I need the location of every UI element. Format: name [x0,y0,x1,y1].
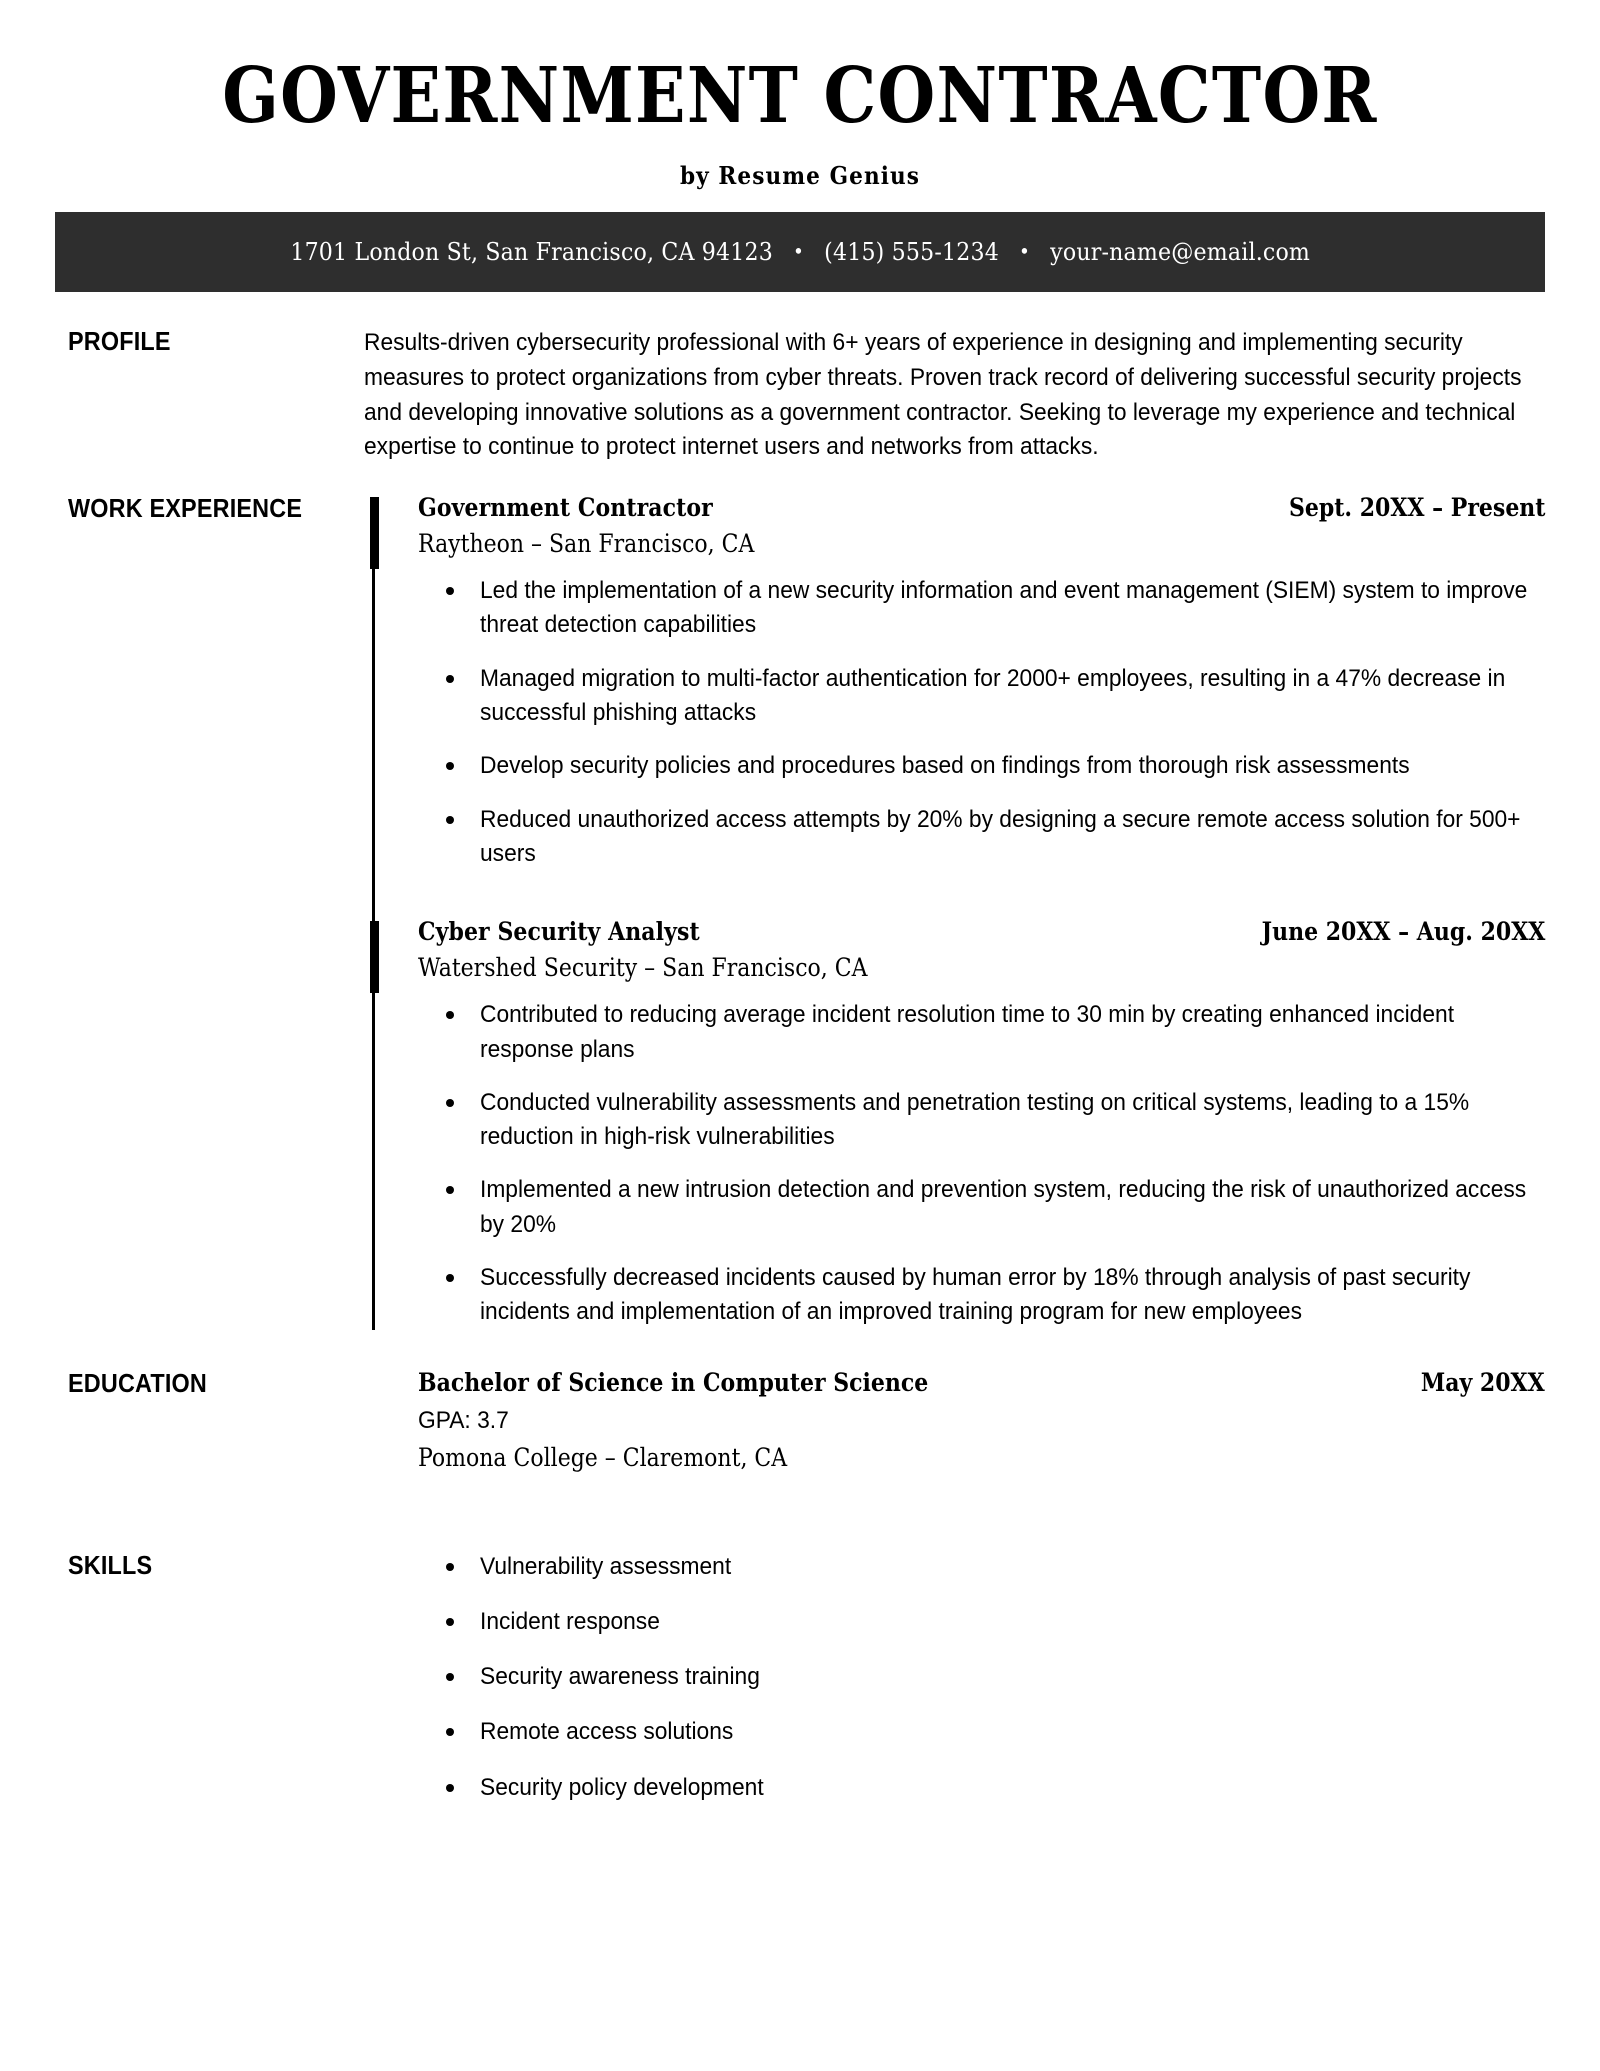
contact-address: 1701 London St, San Francisco, CA 94123 [290,238,773,266]
section-label-profile: PROFILE [68,326,171,356]
job-bullet-text: Develop security policies and procedures based on findings from thorough risk assessments [480,752,1410,780]
resume-header [0,0,1600,190]
education-degree: Bachelor of Science in Computer Science [418,1367,929,1397]
profile-body [362,326,1545,465]
list-item [418,1660,1545,1694]
contact-bar [55,212,1545,292]
contact-line [290,238,1310,266]
section-skills [68,1550,1545,1826]
job-title: Cyber Security Analyst [418,917,700,947]
education-header [418,1368,1545,1397]
list-item [418,1261,1545,1330]
resume-body [0,326,1600,1826]
job-title: Government Contractor [418,493,713,523]
profile-text: Results-driven cybersecurity professional with 6+ years of experience in designing and implementing security measures to protect organizations from cyber threats. Proven track record of delivering successful security projects and developing innovative solutions as a government contractor. Seeking to leverage my experience and technical expertise to continue to protect internet users and networks from attacks. [364,329,1522,461]
job-employer: Watershed Security – San Francisco, CA [418,953,868,983]
job-bullet-text: Managed migration to multi-factor authentication for 2000+ employees, resulting in a 47% decrease in successful phishing attacks [480,664,1506,727]
education-gpa: GPA: 3.7 [418,1406,509,1434]
skill-text: Security awareness training [480,1663,760,1691]
job-marker-icon [370,497,379,569]
job-header [418,917,1545,946]
list-item [418,574,1545,643]
work-experience-body [362,493,1545,1329]
education-school: Pomona College – Claremont, CA [418,1442,788,1472]
job-marker-icon [370,921,379,993]
list-item [418,1715,1545,1749]
skills-list [418,1550,1545,1805]
list-item [418,1605,1545,1639]
timeline-line [372,501,375,1329]
skill-text: Incident response [480,1607,660,1635]
job-entry [418,917,1545,1329]
job-date: June 20XX – Aug. 20XX [1261,917,1545,947]
contact-email[interactable]: your-name@email.com [1049,238,1310,266]
section-label-skills: SKILLS [68,1549,153,1580]
list-item [418,998,1545,1067]
job-bullet-text: Conducted vulnerability assessments and penetration testing on critical systems, leading to a 15% reduction in high-risk vulnerabilities [480,1088,1470,1151]
job-bullet-text: Contributed to reducing average incident resolution time to 30 min by creating enhanced incident response plans [480,1001,1455,1063]
section-work-experience [68,493,1545,1329]
section-label-work-experience: WORK EXPERIENCE [68,493,303,524]
list-item [418,803,1545,872]
contact-phone[interactable]: (415) 555-1234 [823,238,999,266]
job-date: Sept. 20XX – Present [1288,493,1545,523]
section-profile [68,326,1545,465]
list-item [418,1771,1545,1805]
section-label-education: EDUCATION [68,1367,207,1398]
job-bullet-list [418,574,1545,871]
contact-separator-2: • [1018,239,1030,263]
job-bullet-text: Successfully decreased incidents caused by human error by 18% through analysis of past security incidents and implementation of an improved training program for new employees [480,1263,1471,1326]
education-body [362,1368,1545,1472]
list-item [418,1173,1545,1242]
job-header [418,493,1545,522]
job-bullet-list [418,998,1545,1329]
work-experience-list [362,493,1545,1329]
list-item [418,1086,1545,1155]
job-bullet-text: Led the implementation of a new security information and event management (SIEM) system to improve threat detection capabilities [480,577,1528,639]
education-date: May 20XX [1421,1367,1545,1397]
job-entry [418,493,1545,871]
contact-separator-1: • [792,239,804,263]
section-education [68,1368,1545,1472]
education-entry [362,1368,1545,1472]
skill-text: Remote access solutions [480,1718,734,1746]
job-bullet-text: Implemented a new intrusion detection and prevention system, reducing the risk of unauthorized access by 20% [480,1176,1527,1238]
list-item [418,1550,1545,1584]
skills-body [362,1550,1545,1826]
list-item [418,662,1545,731]
skill-text: Security policy development [480,1773,764,1801]
page-title: GOVERNMENT CONTRACTOR [222,51,1378,141]
job-bullet-text: Reduced unauthorized access attempts by 20% by designing a secure remote access solution for 500+ users [480,805,1521,867]
job-employer: Raytheon – San Francisco, CA [418,529,755,559]
skills-list-wrap [362,1550,1545,1805]
list-item [418,749,1545,783]
skill-text: Vulnerability assessment [480,1552,732,1580]
byline: by Resume Genius [679,161,921,190]
